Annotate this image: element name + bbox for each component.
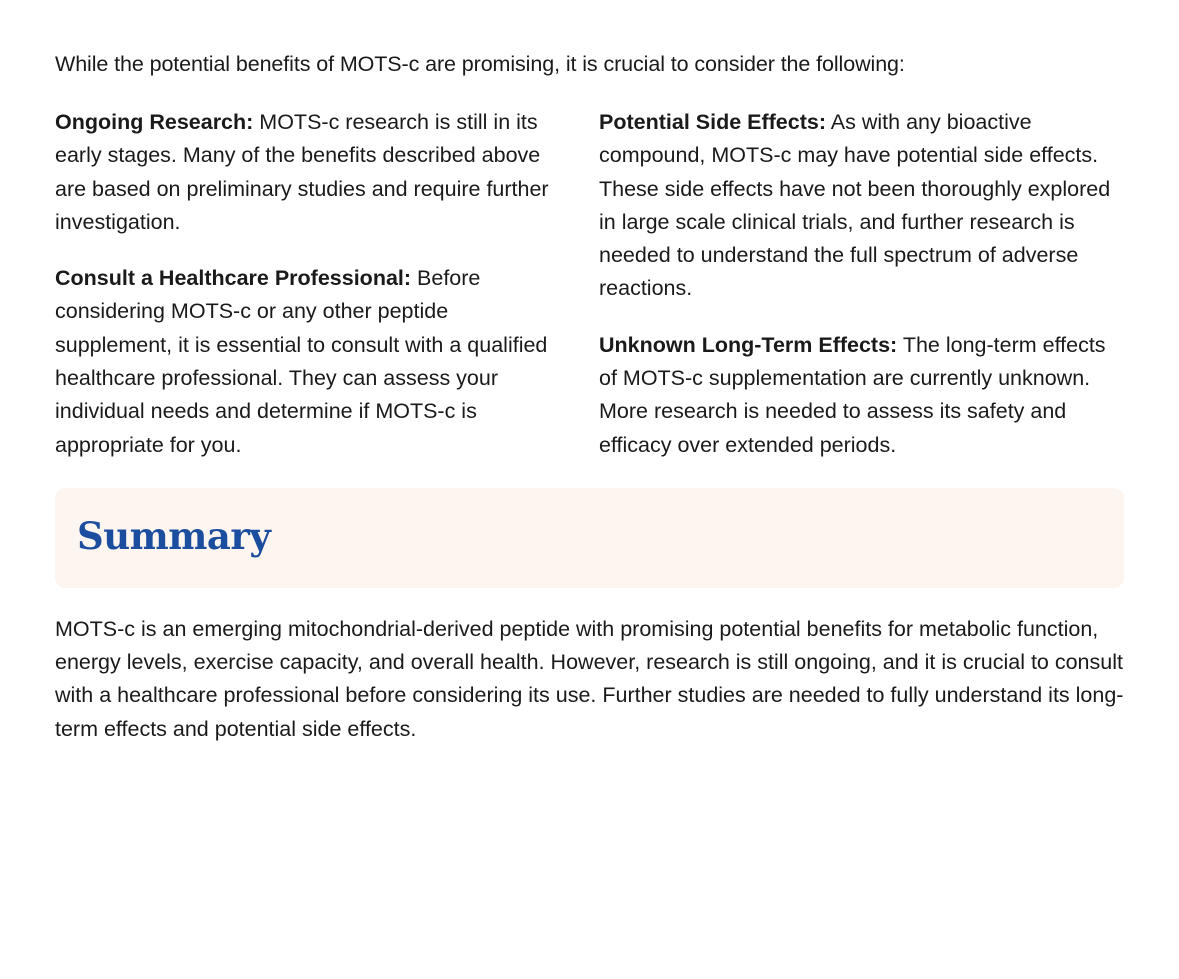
considerations-columns [55, 106, 1124, 462]
intro-paragraph: While the potential benefits of MOTS-c are promising, it is crucial to consider the following: [55, 52, 905, 76]
summary-heading: Summary [77, 513, 271, 558]
consideration-title: Consult a Healthcare Professional: [55, 266, 412, 291]
consideration-ongoing-research [55, 106, 565, 239]
consideration-text: As with any bioactive compound, MOTS-c may have potential side effects. These side effects have not been thoroughly explored in large scale clinical trials, and further research is needed to understand the full spectrum of adverse reactions. [599, 110, 1111, 301]
summary-paragraph: MOTS-c is an emerging mitochondrial-derived peptide with promising potential benefits for metabolic function, energy levels, exercise capacity, and overall health. However, research is still ongoing, and it is crucial to consult with a healthcare professional before considering its use. Further studies are needed to fully understand its long-term effects and potential side effects. [55, 616, 1124, 741]
consideration-long-term-effects [599, 329, 1124, 462]
right-column [599, 106, 1124, 462]
article-content [55, 48, 1124, 746]
summary-section-header [55, 488, 1124, 588]
consideration-consult-professional [55, 262, 565, 462]
consideration-title: Potential Side Effects: [599, 110, 826, 134]
consideration-title: Unknown Long-Term Effects: [599, 332, 898, 357]
consideration-text: MOTS-c research is still in its early stages. Many of the benefits described above are based on preliminary studies and require further investigation. [55, 110, 549, 234]
consideration-side-effects [599, 106, 1124, 306]
consideration-title: Ongoing Research: [55, 110, 254, 134]
consideration-text: Before considering MOTS-c or any other peptide supplement, it is essential to consult with a qualified healthcare professional. They can assess your individual needs and determine if MOTS-c is appropriate for you. [55, 266, 548, 457]
left-column [55, 106, 565, 462]
consideration-text: The long-term effects of MOTS-c supplementation are currently unknown. More research is needed to assess its safety and efficacy over extended periods. [599, 332, 1106, 457]
